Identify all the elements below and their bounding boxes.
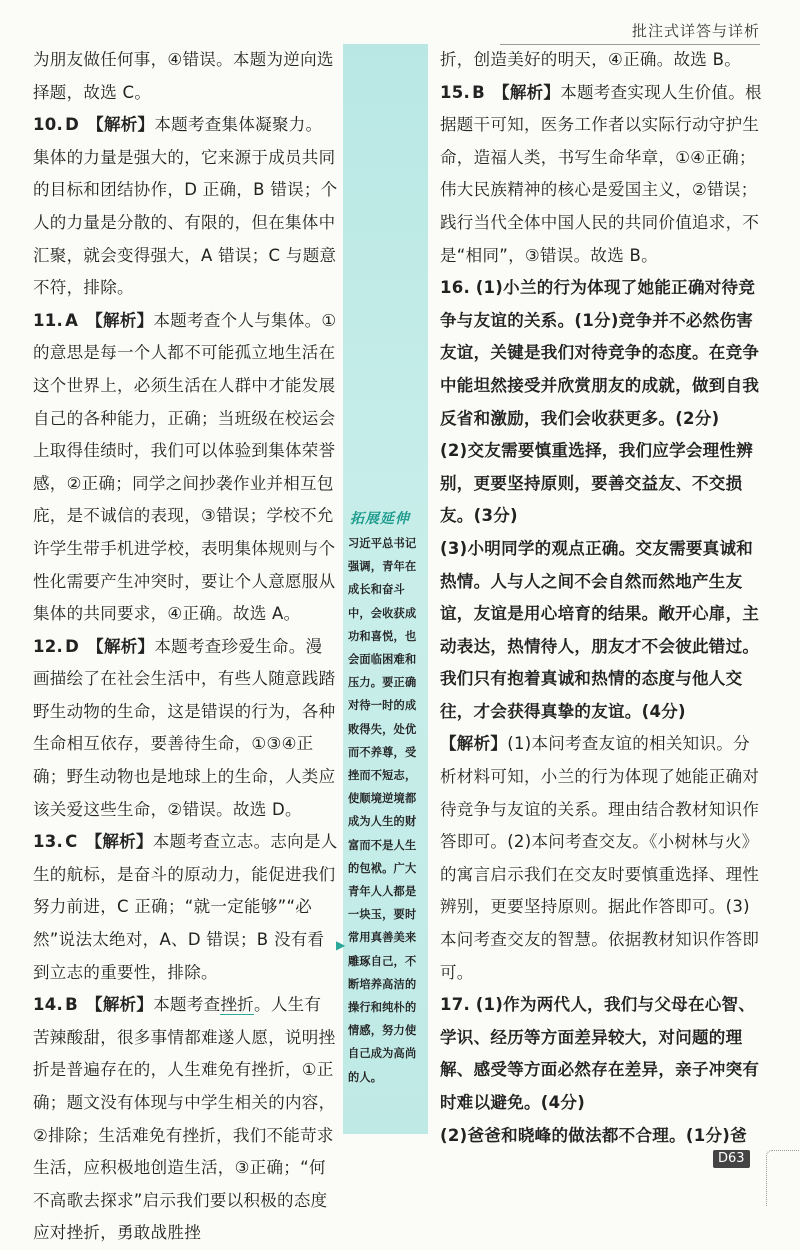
answer-14	[33, 989, 338, 1250]
answer-part-1: (1)作为两代人，我们与父母在心智、学识、经历等方面差异较大，对问题的理解、感受等方面必然存在差异，亲子冲突有时难以避免。(4分)	[440, 995, 760, 1112]
analysis-text: 本题考查立志。志向是人生的航标，是奋斗的原动力，能促进我们努力前进，C 正确；“就一定能够”“必然”说法太绝对，A、D 错误；B 没有看到立志的重要性，排除。	[33, 832, 338, 982]
analysis-label: 【解析】	[493, 82, 561, 102]
analysis-label: 【解析】	[86, 995, 154, 1015]
answer-15	[440, 77, 765, 273]
analysis-text: 。人生有苦辣酸甜，很多事情都难遂人愿，说明挫折是普遍存在的，人生难免有挫折，①正确；题文没有体现与中学生相关的内容，②排除；生活难免有挫折，我们不能苛求生活，应积极地创造生活，③正确；“何不高歌去探求”启示我们要以积极的态度应对挫折，勇敢战胜挫	[33, 995, 336, 1243]
question-number: 10.	[33, 115, 64, 135]
answer-17	[440, 989, 765, 1152]
question-number: 12.	[33, 636, 64, 656]
answer-11	[33, 305, 338, 631]
answer-part-2: (2)交友需要慎重选择，我们应学会理性辨别，更要坚持原则，要善交益友、不交损友。(3分)	[440, 441, 754, 526]
analysis-text: 本题考查集体凝聚力。集体的力量是强大的，它来源于成员共同的目标和团结协作，D 正确，B 错误；个人的力量是分散的、有限的，但在集体中汇聚，就会变得强大，A 错误；C 与题意不符，排除。	[33, 115, 338, 298]
right-column	[440, 44, 765, 1152]
question-number: 16.	[440, 278, 471, 298]
answer-choice: C	[65, 832, 78, 852]
answer-12	[33, 631, 338, 827]
corner-decoration	[766, 1150, 800, 1206]
analysis-text: (1)本问考查友谊的相关知识。分析材料可知，小兰的行为体现了她能正确对待竞争与友谊的关系。理由结合教材知识作答即可。(2)本问考查交友。《小树林与火》的寓言启示我们在交友时要慎重选择、理性辨别，更要坚持原则。据此作答即可。(3)本问考查交友的智慧。依据教材知识作答即可。	[440, 734, 760, 982]
answer-choice: A	[65, 310, 79, 330]
analysis-label: 【解析】	[86, 310, 154, 330]
analysis-label: 【解析】	[87, 636, 155, 656]
underlined-keyword: 挫折	[220, 995, 255, 1015]
continued-text: 折，创造美好的明天，④正确。故选 B。	[440, 50, 742, 69]
question-number: 13.	[33, 832, 64, 852]
analysis-text: 本题考查实现人生价值。根据题干可知，医务工作者以实际行动守护生命，造福人类，书写生命华章，①④正确；伟大民族精神的核心是爱国主义，②错误；践行当代全体中国人民的共同价值追求，不是“相同”，③错误。故选 B。	[440, 82, 762, 265]
answer-10	[33, 109, 338, 305]
page-header: 批注式详答与详析	[631, 22, 760, 40]
question-number: 11.	[33, 310, 64, 330]
analysis-label: 【解析】	[85, 832, 153, 852]
answer-16	[440, 272, 765, 989]
analysis-label: 【解析】	[440, 734, 508, 754]
analysis-label: 【解析】	[87, 115, 155, 135]
question-number: 17.	[440, 995, 471, 1015]
answer-choice: D	[65, 115, 80, 135]
sidebar-text: 习近平总书记强调，青年在成长和奋斗中，会收获成功和喜悦，也会面临困难和压力。要正确对待一时的成败得失，处优而不养尊，受挫而不短志，使顺境逆境都成为人生的财富而不是人生的包袱。广大青年人人都是一块玉，要时常用真善美来雕琢自己，不断培养高洁的操行和纯朴的情感，努力使自己成为高尚的人。	[348, 537, 417, 1084]
answer-part-2: (2)爸爸和晓峰的做法都不合理。(1分)爸	[440, 1125, 747, 1145]
answer-part-3: (3)小明同学的观点正确。交友需要真诚和热情。人与人之间不会自然而然地产生友谊，友谊是用心培育的结果。敞开心扉，主动表达，热情待人，朋友才不会彼此错过。我们只有抱着真诚和热情的态度与他人交往，才会获得真挚的友谊。(4分)	[440, 538, 760, 721]
analysis-text-prefix: 本题考查	[153, 995, 221, 1015]
answer-part-1: (1)小兰的行为体现了她能正确对待竞争与友谊的关系。(1分)竞争并不必然伤害友谊，关键是我们对待竞争的态度。在竞争中能坦然接受并欣赏朋友的成就，做到自我反省和激励，我们会收获更多。(2分)	[440, 278, 760, 428]
page-number: D63	[713, 1150, 750, 1168]
analysis-text: 本题考查珍爱生命。漫画描绘了在社会生活中，有些人随意践踏野生动物的生命，这是错误的行为，各种生命相互依存，要善待生命，①③④正确；野生动物也是地球上的生命，人类应该关爱这些生命，②错误。故选 D。	[33, 636, 336, 819]
answer-choice: B	[472, 82, 486, 102]
pointer-arrow-icon: ▶	[336, 938, 346, 952]
question-number: 14.	[33, 995, 64, 1015]
answer-13	[33, 826, 338, 989]
analysis-text: 本题考查个人与集体。①的意思是每一个人都不可能孤立地生活在这个世界上，必须生活在人群中才能发展自己的各种能力，正确；当班级在校运会上取得佳绩时，我们可以体验到集体荣誉感，②正确；同学之间抄袭作业并相互包庇，是不诚信的表现，③错误；学校不允许学生带手机进学校，表明集体规则与个性化需要产生冲突时，要让个人意愿服从集体的共同要求，④正确。故选 A。	[33, 310, 337, 624]
answer-choice: D	[65, 636, 80, 656]
continued-text: 为朋友做任何事，④错误。本题为逆向选择题，故选 C。	[33, 50, 334, 102]
question-number: 15.	[440, 82, 471, 102]
sidebar-title: 拓展延伸	[350, 511, 410, 527]
answer-choice: B	[65, 995, 79, 1015]
left-column	[33, 44, 338, 1250]
analysis-block	[440, 728, 765, 989]
